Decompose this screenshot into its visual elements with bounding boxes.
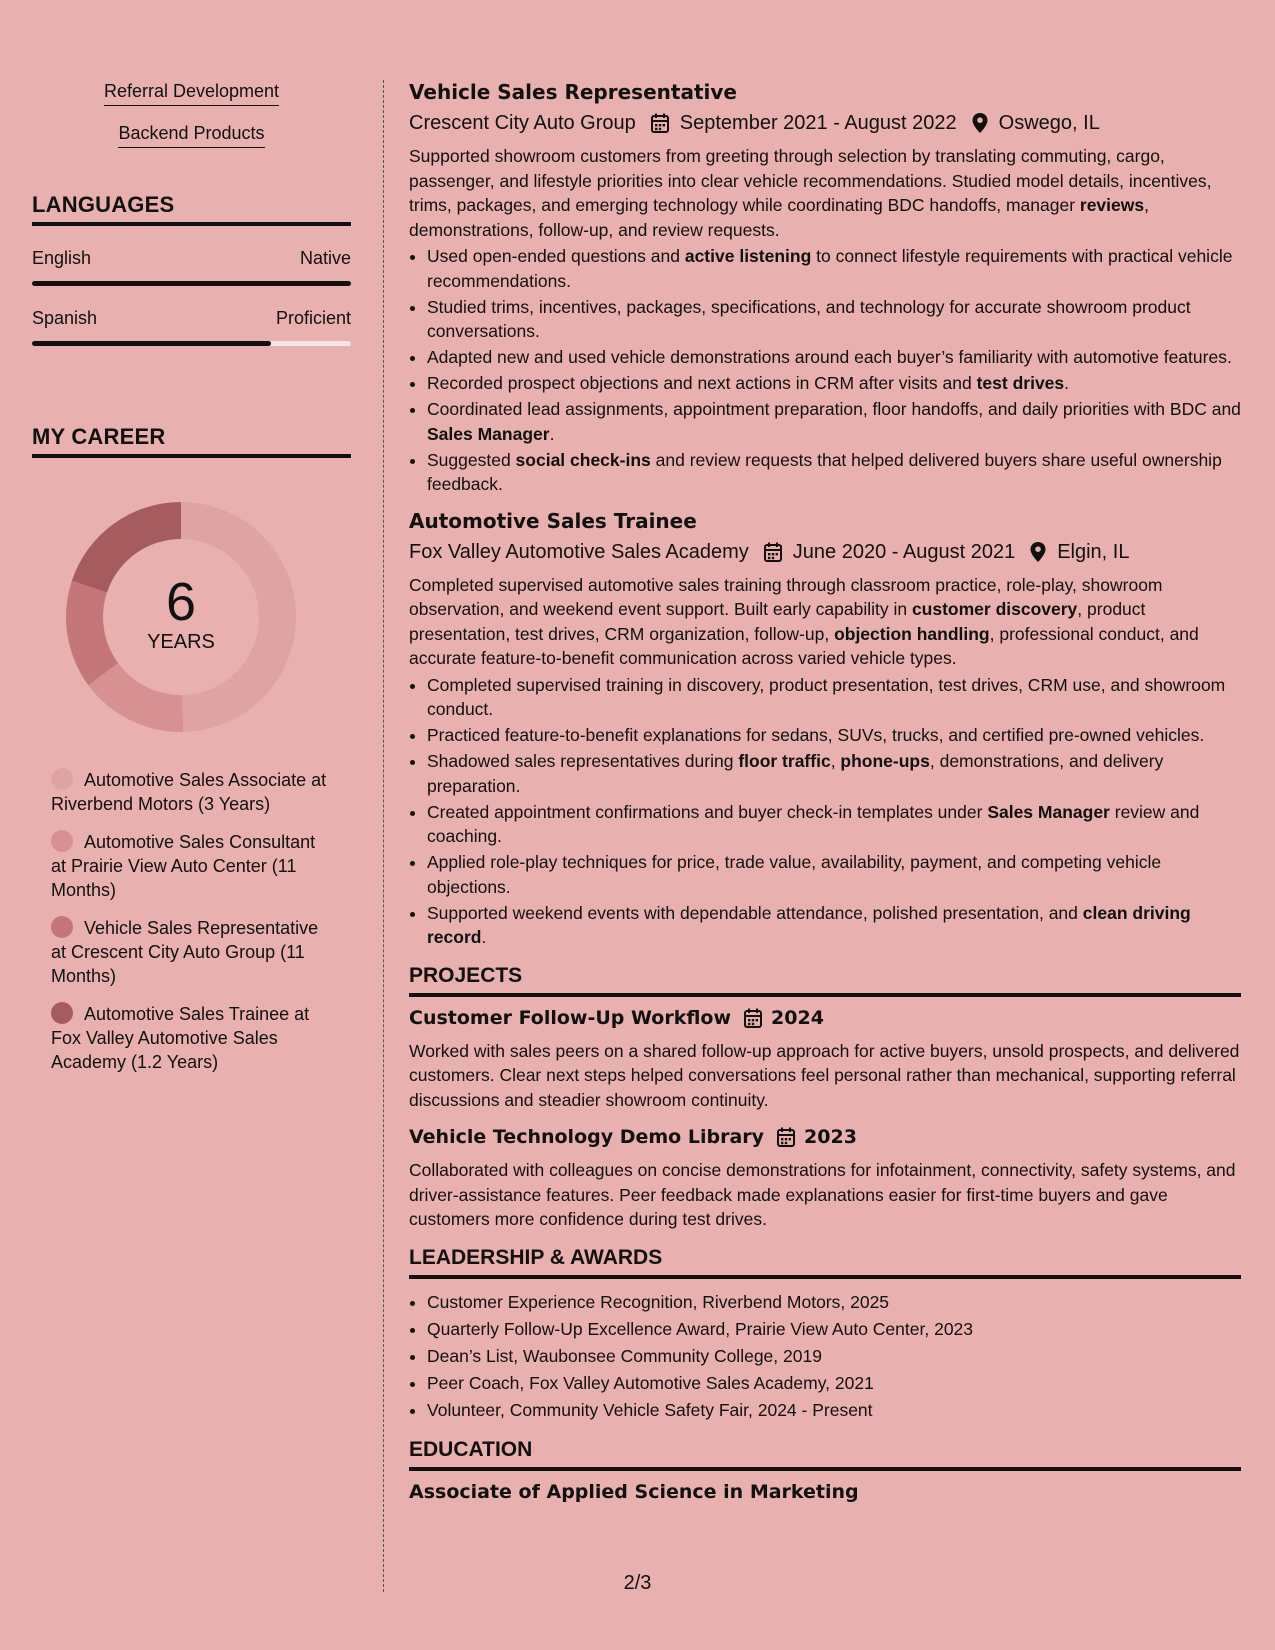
job-location: Oswego, IL xyxy=(998,112,1100,134)
award-item: • Peer Coach, Fox Valley Automotive Sales Academy, 2021 xyxy=(427,1370,1241,1397)
job-summary: Completed supervised automotive sales training through classroom practice, role-play, showroom observation, and weekend event support. Built early capability in customer discovery, product presentation, test drives, CRM organization, follow-up, objection handling, professional conduct, and accurate feature-to-benefit communication across varied vehicle types. xyxy=(409,574,1199,668)
column-divider xyxy=(383,80,384,1592)
company-name: Fox Valley Automotive Sales Academy xyxy=(409,540,749,563)
bullet-item: • Completed supervised training in discovery, product presentation, test drives, CRM use, and showroom conduct. xyxy=(427,673,1241,722)
project-year: 2023 xyxy=(804,1126,857,1148)
career-total-number: 6 xyxy=(165,572,197,632)
projects-heading: PROJECTS xyxy=(409,964,1241,997)
legend-item xyxy=(51,1002,331,1074)
legend-swatch xyxy=(51,768,73,790)
awards-heading: LEADERSHIP & AWARDS xyxy=(409,1246,1241,1279)
languages-heading: LANGUAGES xyxy=(32,192,351,226)
legend-swatch xyxy=(51,1002,73,1024)
company-name: Crescent City Auto Group xyxy=(409,112,636,134)
bullet-item: • Coordinated lead assignments, appointment preparation, floor handoffs, and daily priorities with BDC and Sales Manager. xyxy=(427,397,1241,446)
project-name: Vehicle Technology Demo Library xyxy=(409,1126,765,1148)
bullet-item: • Practiced feature-to-benefit explanations for sedans, SUVs, trucks, and certified pre-owned vehicles. xyxy=(427,723,1241,748)
education-heading: EDUCATION xyxy=(409,1438,1241,1471)
bullet-item: • Created appointment confirmations and buyer check-in templates under Sales Manager review and coaching. xyxy=(427,800,1241,849)
page-number: 2/3 xyxy=(623,1572,652,1594)
award-item: • Customer Experience Recognition, Riverbend Motors, 2025 xyxy=(427,1289,1241,1316)
job-entry xyxy=(409,78,1241,497)
map-pin-icon xyxy=(1029,541,1047,563)
job-dates: September 2021 - August 2022 xyxy=(679,112,957,134)
job-location: Elgin, IL xyxy=(1057,540,1130,563)
language-item xyxy=(32,308,351,346)
legend-label: Automotive Sales Consultant at Prairie View Auto Center (11 Months) xyxy=(51,832,316,900)
education-degree: Associate of Applied Science in Marketing xyxy=(409,1480,859,1503)
project-name: Customer Follow-Up Workflow xyxy=(409,1006,732,1029)
language-bar xyxy=(32,281,351,286)
projects-list xyxy=(409,1005,1241,1232)
career-donut-chart xyxy=(66,502,296,732)
job-bullets xyxy=(409,673,1241,950)
calendar-icon xyxy=(763,541,783,563)
project-title xyxy=(409,1124,1241,1150)
experience-list xyxy=(409,78,1241,950)
legend-label: Automotive Sales Associate at Riverbend Motors (3 Years) xyxy=(51,770,327,814)
language-name: Spanish xyxy=(32,308,98,328)
legend-label: Automotive Sales Trainee at Fox Valley Automotive Sales Academy (1.2 Years) xyxy=(51,1004,310,1072)
bullet-item: • Shadowed sales representatives during floor traffic, phone-ups, demonstrations, and delivery preparation. xyxy=(427,749,1241,798)
legend-item xyxy=(51,916,331,988)
job-dates: June 2020 - August 2021 xyxy=(792,540,1016,563)
project-entry xyxy=(409,1124,1241,1232)
project-description: Collaborated with colleagues on concise demonstrations for infotainment, connectivity, safety systems, and driver-assistance features. Peer feedback made explanations easier for first-time buyers and gave customers more confidence during test drives. xyxy=(409,1160,1236,1229)
legend-swatch xyxy=(51,830,73,852)
job-meta xyxy=(409,539,1241,565)
job-title: Vehicle Sales Representative xyxy=(409,80,737,104)
left-column xyxy=(32,80,351,1088)
right-column xyxy=(409,78,1241,1505)
career-heading: MY CAREER xyxy=(32,424,351,458)
job-bullets xyxy=(409,244,1241,497)
career-total-unit: YEARS xyxy=(147,631,215,653)
legend-swatch xyxy=(51,916,73,938)
language-level: Proficient xyxy=(275,308,351,328)
skill-tag: Backend Products xyxy=(118,122,264,148)
job-title: Automotive Sales Trainee xyxy=(409,508,697,533)
project-title xyxy=(409,1005,1241,1031)
calendar-icon xyxy=(776,1126,796,1148)
project-entry xyxy=(409,1005,1241,1113)
language-bar-fill xyxy=(32,281,351,286)
language-name: English xyxy=(32,248,92,268)
job-summary: Supported showroom customers from greeting through selection by translating commuting, cargo, passenger, and lifestyle priorities into clear vehicle recommendations. Studied model details, incentives, trims, packages, and emerging technology while coordinating BDC handoffs, manager reviews, demonstrations, follow-up, and review requests. xyxy=(409,146,1212,240)
calendar-icon xyxy=(650,112,670,134)
bullet-item: • Suggested social check-ins and review requests that helped delivered buyers share useful ownership feedback. xyxy=(427,448,1241,497)
legend-label: Vehicle Sales Representative at Crescent City Auto Group (11 Months) xyxy=(51,918,319,986)
language-bar-fill xyxy=(32,341,271,346)
language-level: Native xyxy=(299,248,351,268)
job-entry xyxy=(409,507,1241,950)
bullet-item: • Used open-ended questions and active listening to connect lifestyle requirements with practical vehicle recommendations. xyxy=(427,244,1241,293)
bullet-item: • Supported weekend events with dependable attendance, polished presentation, and clean driving record. xyxy=(427,901,1241,950)
award-item: • Quarterly Follow-Up Excellence Award, Prairie View Auto Center, 2023 xyxy=(427,1316,1241,1343)
job-meta xyxy=(409,110,1241,136)
legend-item xyxy=(51,830,331,902)
bullet-item: • Studied trims, incentives, packages, specifications, and technology for accurate showroom product conversations. xyxy=(427,295,1241,344)
project-year: 2024 xyxy=(771,1006,824,1029)
bullet-item: • Recorded prospect objections and next actions in CRM after visits and test drives. xyxy=(427,371,1241,396)
language-bar xyxy=(32,341,351,346)
award-item: • Volunteer, Community Vehicle Safety Fair, 2024 - Present xyxy=(427,1397,1241,1424)
legend-item xyxy=(51,768,331,816)
bullet-item: • Adapted new and used vehicle demonstrations around each buyer’s familiarity with automotive features. xyxy=(427,345,1241,370)
award-item: • Dean’s List, Waubonsee Community College, 2019 xyxy=(427,1343,1241,1370)
project-description: Worked with sales peers on a shared follow-up approach for active buyers, unsold prospects, and delivered customers. Clear next steps helped conversations feel personal rather than mechanical, supporting referral discussions and steadier showroom continuity. xyxy=(409,1040,1240,1110)
language-item xyxy=(32,248,351,286)
career-legend xyxy=(32,768,351,1074)
skill-tag: Referral Development xyxy=(104,80,279,106)
calendar-icon xyxy=(743,1007,763,1029)
awards-list xyxy=(409,1289,1241,1424)
donut-center xyxy=(66,574,296,654)
bullet-item: • Applied role-play techniques for price, trade value, availability, payment, and competing vehicle objections. xyxy=(427,850,1241,899)
map-pin-icon xyxy=(971,112,989,134)
